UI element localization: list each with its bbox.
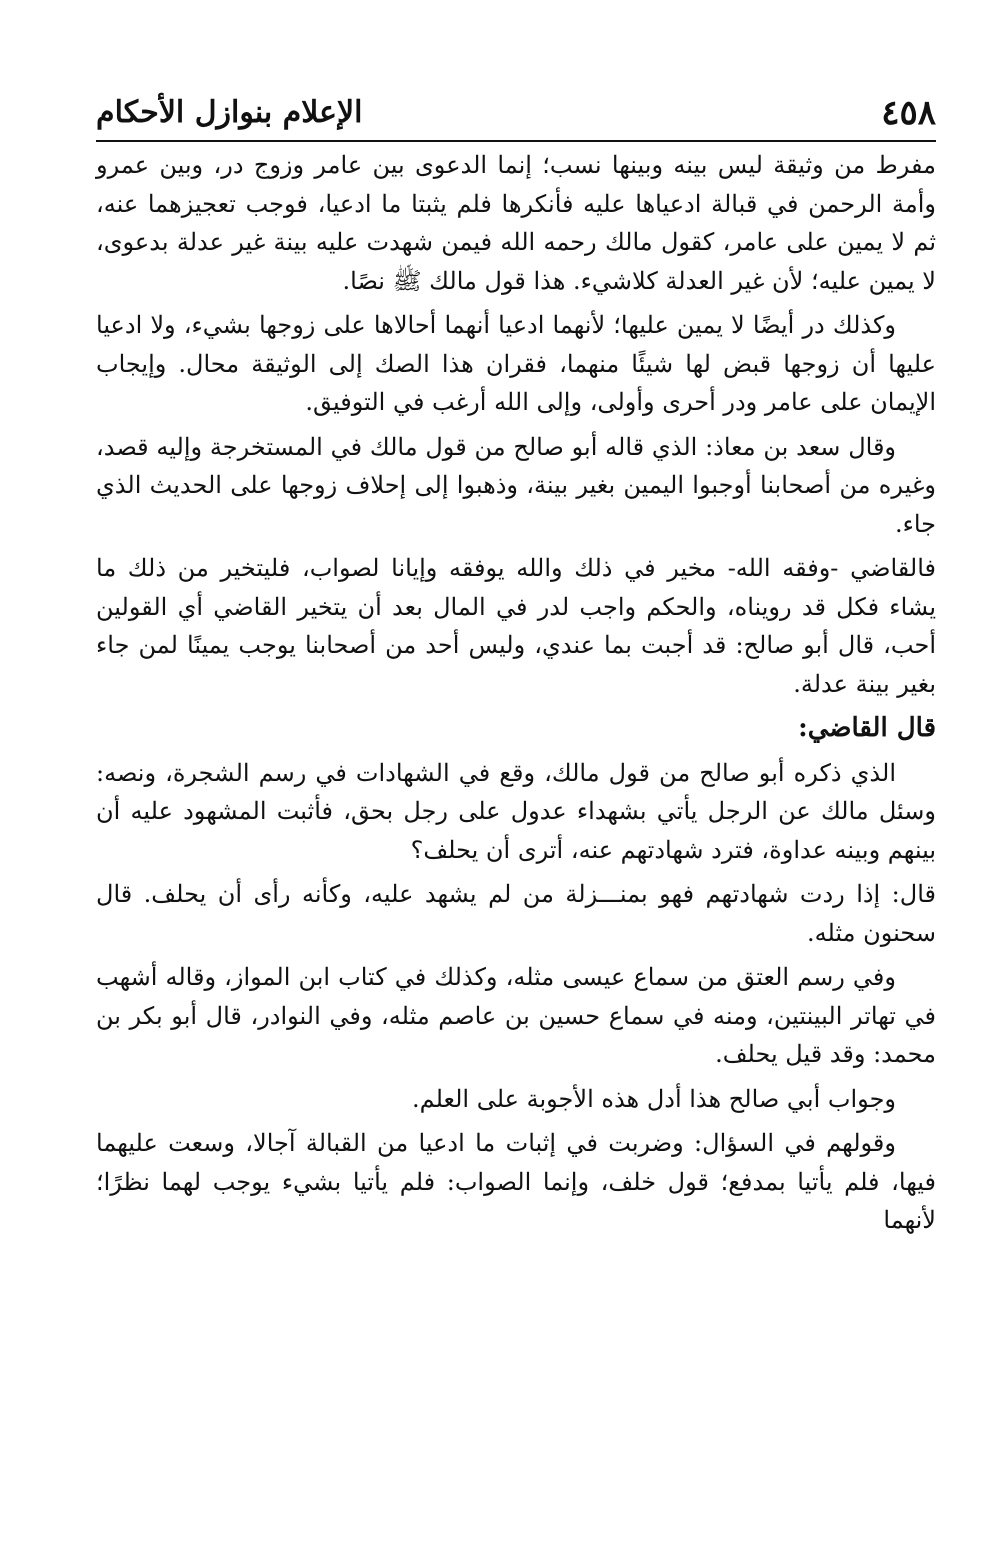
running-title: الإعلام بنوازل الأحكام [96, 95, 363, 130]
paragraph: قال: إذا ردت شهادتهم فهو بمنـــزلة من لم يشهد عليه، وكأنه رأى أن يحلف. قال سحنون مثله. [96, 880, 936, 947]
paragraph: وقولهم في السؤال: وضربت في إثبات ما ادعيا من القبالة آجالا، وسعت عليهما فيها، فلم يأتيا بمدفع؛ قول خلف، وإنما الصواب: فلم يأتيا بشيء يوجب لهما نظرًا؛ لأنهما [96, 1129, 936, 1234]
page-header [96, 78, 936, 138]
paragraph: وكذلك در أيضًا لا يمين عليها؛ لأنهما ادعيا أنهما أحالاها على زوجها بشيء، ولا ادعيا عليها أن زوجها قبض لها شيئًا منهما، فقران هذا الصك إلى الوثيقة محال. وإيجاب الإيمان على عامر ودر أحرى وأولى، وإلى الله أرغب في التوفيق. [96, 311, 936, 416]
paragraph: مفرط من وثيقة ليس بينه وبينها نسب؛ إنما الدعوى بين عامر وزوج در، وبين عمرو وأمة الرحمن في قبالة ادعياها عليه فأنكرها فلم يثبتا ما ادعيا، فوجب تعجيزهما عنه، ثم لا يمين على عامر، كقول مالك رحمه الله فيمن شهدت عليه بينة غير عدلة بدعوى، لا يمين عليه؛ لأن غير العدلة كلاشيء. هذا قول مالك ﷺ نصًا. [96, 151, 937, 295]
paragraph: وفي رسم العتق من سماع عيسى مثله، وكذلك في كتاب ابن المواز، وقاله أشهب في تهاتر البينتين، ومنه في سماع حسين بن عاصم مثله، وفي النوادر، قال أبو بكر بن محمد: وقد قيل يحلف. [96, 963, 937, 1068]
paragraph: وجواب أبي صالح هذا أدل هذه الأجوبة على العلم. [411, 1084, 896, 1113]
paragraph: وقال سعد بن معاذ: الذي قاله أبو صالح من قول مالك في المستخرجة وإليه قصد، وغيره من أصحابنا أوجبوا اليمين بغير بينة، وذهبوا إلى إحلاف زوجها على الحديث الذي جاء. [96, 432, 936, 538]
paragraph: فالقاضي -وفقه الله- مخير في ذلك والله يوفقه وإيانا لصواب، فليتخير من ذلك ما يشاء فكل قد رويناه، والحكم واجب لدر في المال بعد أن يتخير القاضي أي القولين أحب، قال أبو صالح: قد أجبت بما عندي، وليس أحد من أصحابنا يوجب يمينًا لمن جاء بغير بينة عدلة. [96, 554, 936, 698]
paragraph: الذي ذكره أبو صالح من قول مالك، وقع في الشهادات في رسم الشجرة، ونصه: وسئل مالك عن الرجل يأتي بشهداء عدول على رجل بحق، فأثبت المشهود عليه أن بينهم وبينه عداوة، فترد شهادتهم عنه، أترى أن يحلف؟ [96, 758, 936, 864]
header-rule [96, 140, 936, 142]
section-heading: قال القاضي: [798, 713, 936, 743]
page-number: ٤٥٨ [881, 93, 936, 133]
page-body [96, 146, 936, 1246]
